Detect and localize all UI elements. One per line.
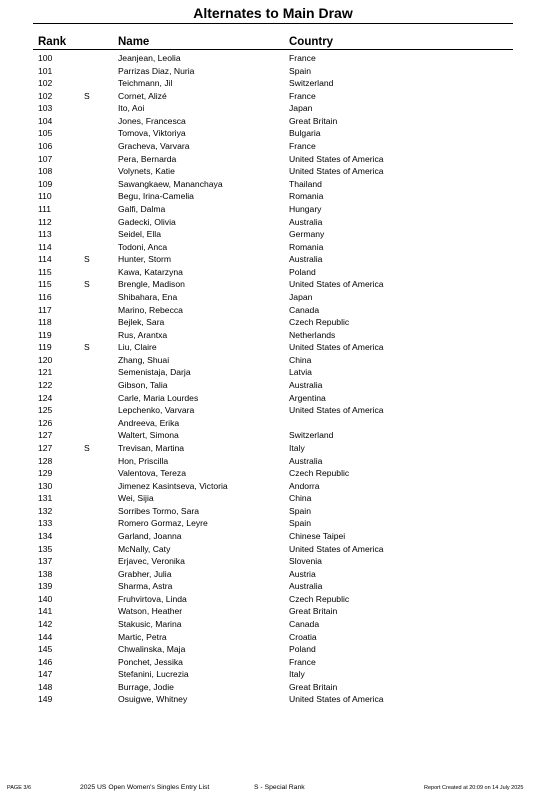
header-divider (33, 49, 513, 50)
rank-cell: 117 (38, 304, 52, 315)
country-cell: Andorra (289, 480, 320, 491)
country-cell: Germany (289, 229, 325, 240)
rank-cell: 137 (38, 556, 53, 567)
table-row (0, 291, 546, 304)
player-name-cell: Ponchet, Jessika (118, 656, 183, 667)
country-cell: China (289, 354, 312, 365)
rank-column-header: Rank (38, 36, 67, 48)
player-name-cell: Rus, Arantxa (118, 329, 168, 340)
table-row (0, 278, 546, 291)
player-name-cell: Zhang, Shuai (118, 354, 170, 365)
country-cell: United States of America (289, 405, 384, 416)
player-name-cell: Kawa, Katarzyna (118, 266, 183, 277)
player-name-cell: Teichmann, Jil (118, 78, 173, 89)
player-name-cell: Carle, Maria Lourdes (118, 392, 199, 403)
table-row (0, 102, 546, 115)
country-cell: Spain (289, 65, 311, 76)
country-cell: France (289, 656, 316, 667)
player-name-cell: Parrizas Diaz, Nuria (118, 65, 195, 76)
player-name-cell: Fruhvirtova, Linda (118, 593, 187, 604)
report-created: Report Created at 20:09 on 14 July 2025 (424, 785, 524, 791)
country-cell: Switzerland (289, 430, 334, 441)
player-name-cell: Stefanini, Lucrezia (118, 669, 189, 680)
player-name-cell: Gibson, Talia (118, 380, 168, 391)
country-cell: Latvia (289, 367, 312, 378)
country-cell: China (289, 493, 312, 504)
table-row (0, 77, 546, 90)
special-rank-note: S - Special Rank (254, 784, 305, 791)
table-row (0, 618, 546, 631)
player-name-cell: Watson, Heather (118, 606, 183, 617)
player-name-cell: Wei, Sijia (118, 493, 154, 504)
player-name-cell: Hunter, Storm (118, 254, 172, 265)
rank-cell: 138 (38, 568, 53, 579)
player-name-cell: Tomova, Viktoriya (118, 128, 186, 139)
rank-cell: 114 (38, 254, 52, 265)
country-cell: Poland (289, 644, 316, 655)
rank-cell: 127 (38, 442, 53, 453)
player-name-cell: Jimenez Kasintseva, Victoria (118, 480, 228, 491)
table-row (0, 354, 546, 367)
rank-cell: 115 (38, 266, 52, 277)
table-row (0, 517, 546, 530)
country-cell: France (289, 90, 316, 101)
table-header (0, 36, 546, 50)
rank-cell: 119 (38, 342, 52, 353)
rank-cell: 109 (38, 178, 53, 189)
table-row (0, 241, 546, 254)
country-cell: Hungary (289, 203, 322, 214)
table-row (0, 656, 546, 669)
table-row (0, 228, 546, 241)
player-name-cell: Lepchenko, Varvara (118, 405, 195, 416)
player-name-cell: Gadecki, Olivia (118, 216, 176, 227)
country-column-header: Country (289, 36, 334, 48)
player-name-cell: Trevisan, Martina (118, 442, 185, 453)
rank-cell: 125 (38, 405, 53, 416)
player-name-cell: Martic, Petra (118, 631, 167, 642)
page-title: Alternates to Main Draw (193, 5, 353, 21)
table-row (0, 580, 546, 593)
table-row (0, 178, 546, 191)
table-row (0, 153, 546, 166)
player-name-cell: McNally, Caty (118, 543, 171, 554)
player-name-cell: Shibahara, Ena (118, 291, 178, 302)
country-cell: United States of America (289, 166, 384, 177)
table-row (0, 127, 546, 140)
rank-cell: 110 (38, 191, 52, 202)
player-name-cell: Marino, Rebecca (118, 304, 183, 315)
rank-cell: 101 (38, 65, 53, 76)
player-name-cell: Liu, Claire (118, 342, 157, 353)
country-cell: Czech Republic (289, 468, 350, 479)
country-cell: Australia (289, 455, 323, 466)
table-row (0, 555, 546, 568)
player-name-cell: Jones, Francesca (118, 115, 186, 126)
rank-cell: 118 (38, 317, 52, 328)
player-name-cell: Sawangkaew, Mananchaya (118, 178, 223, 189)
player-name-cell: Sorribes Tormo, Sara (118, 505, 200, 516)
country-cell: Romania (289, 191, 324, 202)
player-name-cell: Jeanjean, Leolia (118, 53, 181, 63)
player-name-cell: Burrage, Jodie (118, 681, 174, 692)
player-name-cell: Gracheva, Varvara (118, 141, 190, 152)
special-rank-flag: S (84, 254, 90, 265)
player-name-cell: Stakusic, Marina (118, 619, 182, 630)
country-cell: Thailand (289, 178, 322, 189)
table-row (0, 65, 546, 78)
player-name-cell: Galfi, Dalma (118, 203, 166, 214)
player-name-cell: Volynets, Katie (118, 166, 175, 177)
country-cell: United States of America (289, 153, 384, 164)
list-title: 2025 US Open Women's Singles Entry List (80, 784, 210, 791)
rank-cell: 126 (38, 417, 53, 428)
table-row (0, 140, 546, 153)
table-row (0, 631, 546, 644)
table-row (0, 316, 546, 329)
special-rank-flag: S (84, 442, 90, 453)
country-cell: Great Britain (289, 681, 338, 692)
table-row (0, 366, 546, 379)
country-cell: Australia (289, 216, 323, 227)
rank-cell: 147 (38, 669, 53, 680)
name-column-header: Name (118, 36, 150, 48)
table-row (0, 643, 546, 656)
rank-cell: 149 (38, 694, 53, 705)
player-name-cell: Chwalinska, Maja (118, 644, 186, 655)
rank-cell: 107 (38, 153, 53, 164)
table-row (0, 467, 546, 480)
rank-cell: 116 (38, 291, 52, 302)
country-cell: Canada (289, 304, 320, 315)
country-cell: Poland (289, 266, 316, 277)
player-name-cell: Andreeva, Erika (118, 417, 180, 428)
rank-cell: 133 (38, 518, 53, 529)
country-cell: Netherlands (289, 329, 336, 340)
table-row (0, 304, 546, 317)
table-row (0, 341, 546, 354)
player-name-cell: Seidel, Ella (118, 229, 161, 240)
table-row (0, 505, 546, 518)
table-row (0, 52, 546, 65)
country-cell: Japan (289, 291, 313, 302)
country-cell: Croatia (289, 631, 317, 642)
special-rank-flag: S (84, 90, 90, 101)
rank-cell: 119 (38, 329, 52, 340)
country-cell: Australia (289, 380, 323, 391)
rank-cell: 105 (38, 128, 53, 139)
rank-cell: 113 (38, 229, 52, 240)
rank-cell: 142 (38, 619, 53, 630)
rank-cell: 139 (38, 581, 53, 592)
table-row (0, 190, 546, 203)
rank-cell: 103 (38, 103, 53, 114)
rank-cell: 108 (38, 166, 53, 177)
rank-cell: 115 (38, 279, 52, 290)
rank-cell: 128 (38, 455, 53, 466)
player-name-cell: Grabher, Julia (118, 568, 172, 579)
rank-cell: 141 (38, 606, 53, 617)
table-row (0, 593, 546, 606)
rank-cell: 102 (38, 90, 53, 101)
country-cell: Spain (289, 505, 311, 516)
table-row (0, 530, 546, 543)
rank-cell: 114 (38, 241, 52, 252)
table-row (0, 329, 546, 342)
table-row (0, 379, 546, 392)
player-name-cell: Cornet, Alizé (118, 90, 167, 101)
player-name-cell: Brengle, Madison (118, 279, 185, 290)
table-row (0, 568, 546, 581)
table-row (0, 165, 546, 178)
rank-cell: 130 (38, 480, 53, 491)
player-name-cell: Valentova, Tereza (118, 468, 186, 479)
rank-cell: 102 (38, 78, 53, 89)
table-row (0, 442, 546, 455)
table-row (0, 417, 546, 430)
country-cell: France (289, 53, 316, 63)
country-cell: Australia (289, 254, 323, 265)
country-cell: Chinese Taipei (289, 530, 346, 541)
table-row (0, 253, 546, 266)
country-cell: Australia (289, 581, 323, 592)
table-row (0, 115, 546, 128)
table-row (0, 216, 546, 229)
rank-cell: 104 (38, 115, 53, 126)
country-cell: Spain (289, 518, 311, 529)
table-row (0, 455, 546, 468)
rank-cell: 145 (38, 644, 53, 655)
table-row (0, 681, 546, 694)
rank-cell: 132 (38, 505, 53, 516)
table-row (0, 605, 546, 618)
country-cell: United States of America (289, 694, 384, 705)
country-cell: Italy (289, 669, 305, 680)
rank-cell: 120 (38, 354, 53, 365)
table-row (0, 90, 546, 103)
page-footer (0, 783, 546, 793)
player-name-cell: Semenistaja, Darja (118, 367, 191, 378)
rank-cell: 122 (38, 380, 53, 391)
country-cell: Great Britain (289, 606, 338, 617)
country-cell: Japan (289, 103, 313, 114)
player-name-cell: Osuigwe, Whitney (118, 694, 188, 705)
player-name-cell: Garland, Joanna (118, 530, 182, 541)
table-row (0, 404, 546, 417)
rank-cell: 121 (38, 367, 53, 378)
player-name-cell: Begu, Irina-Camelia (118, 191, 194, 202)
country-cell: Great Britain (289, 115, 338, 126)
country-cell: United States of America (289, 342, 384, 353)
country-cell: Bulgaria (289, 128, 321, 139)
country-cell: Italy (289, 442, 305, 453)
country-cell: Czech Republic (289, 593, 350, 604)
country-cell: Romania (289, 241, 324, 252)
rank-cell: 112 (38, 216, 52, 227)
player-name-cell: Ito, Aoi (118, 103, 145, 114)
country-cell: United States of America (289, 543, 384, 554)
table-row (0, 543, 546, 556)
rank-cell: 131 (38, 493, 53, 504)
country-cell: Czech Republic (289, 317, 350, 328)
player-name-cell: Sharma, Astra (118, 581, 173, 592)
rank-cell: 106 (38, 141, 53, 152)
rank-cell: 146 (38, 656, 53, 667)
table-row (0, 429, 546, 442)
table-row (0, 693, 546, 706)
table-row (0, 392, 546, 405)
rank-cell: 135 (38, 543, 53, 554)
title-divider (33, 23, 513, 24)
table-row (0, 266, 546, 279)
rank-cell: 127 (38, 430, 53, 441)
country-cell: Canada (289, 619, 320, 630)
rank-cell: 129 (38, 468, 53, 479)
table-row (0, 492, 546, 505)
rank-cell: 100 (38, 53, 53, 63)
special-rank-flag: S (84, 279, 90, 290)
player-name-cell: Pera, Bernarda (118, 153, 177, 164)
page-number: PAGE 3/6 (7, 785, 32, 791)
country-cell: Switzerland (289, 78, 334, 89)
player-name-cell: Romero Gormaz, Leyre (118, 518, 208, 529)
rank-cell: 148 (38, 681, 53, 692)
special-rank-flag: S (84, 342, 90, 353)
rank-cell: 140 (38, 593, 53, 604)
player-name-cell: Erjavec, Veronika (118, 556, 185, 567)
table-row (0, 668, 546, 681)
player-name-cell: Todoni, Anca (118, 241, 168, 252)
player-name-cell: Bejlek, Sara (118, 317, 165, 328)
rank-cell: 134 (38, 530, 53, 541)
rank-cell: 144 (38, 631, 53, 642)
rank-cell: 111 (38, 203, 52, 214)
country-cell: Slovenia (289, 556, 322, 567)
country-cell: Argentina (289, 392, 326, 403)
player-name-cell: Hon, Priscilla (118, 455, 169, 466)
rank-cell: 124 (38, 392, 53, 403)
country-cell: Austria (289, 568, 316, 579)
player-name-cell: Waltert, Simona (118, 430, 179, 441)
country-cell: United States of America (289, 279, 384, 290)
entry-list (0, 52, 546, 706)
table-row (0, 480, 546, 493)
table-row (0, 203, 546, 216)
country-cell: France (289, 141, 316, 152)
